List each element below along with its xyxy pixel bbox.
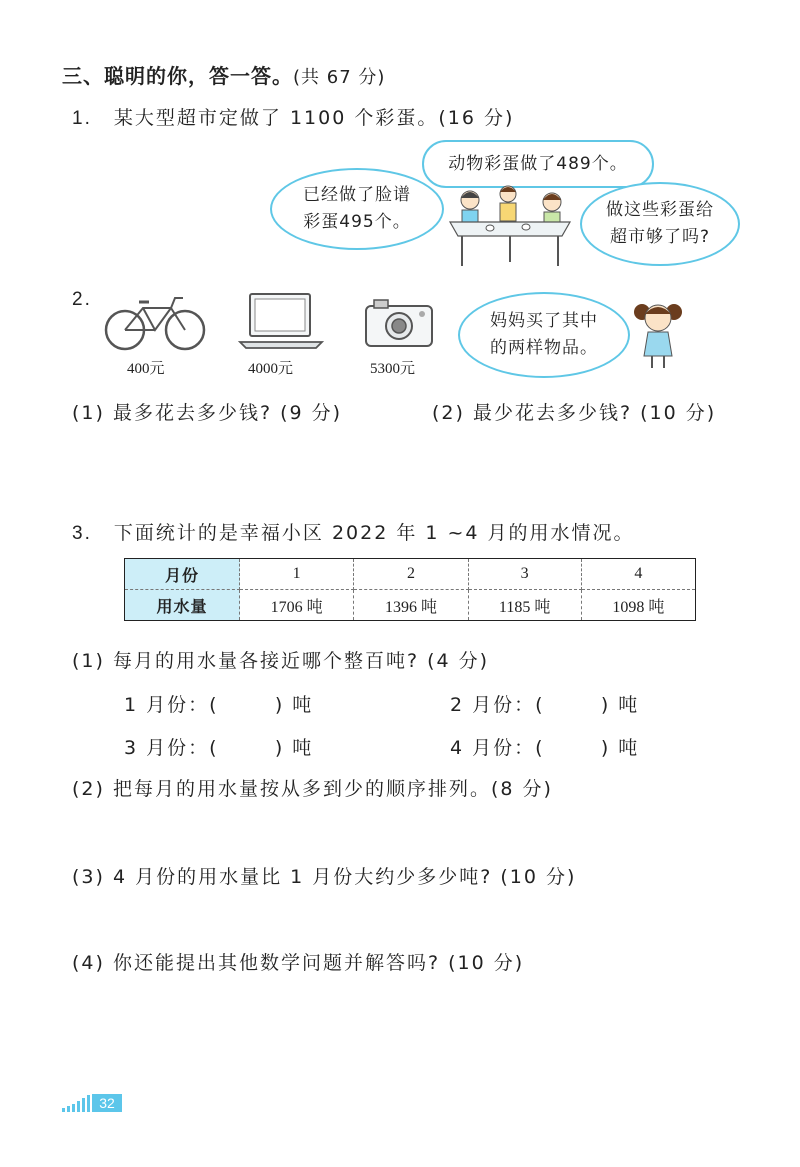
bicycle-price: 400元	[127, 361, 165, 377]
camera-price: 5300元	[370, 361, 416, 377]
section-title	[62, 60, 385, 89]
question-3-sub-4: (4) 你还能提出其他数学问题并解答吗? (10 分)	[72, 952, 525, 974]
water-usage-table	[124, 558, 696, 621]
question-1-number: 1.	[72, 108, 92, 129]
question-3-sub-1: (1) 每月的用水量各接近哪个整百吨? (4 分)	[72, 650, 490, 672]
question-2-number: 2.	[72, 289, 92, 310]
question-1-text: 某大型超市定做了 1100 个彩蛋。(16 分)	[113, 107, 515, 129]
table-cell: 3	[468, 559, 581, 590]
laptop-icon	[238, 290, 324, 354]
question-2-sub-1: (1) 最多花去多少钱? (9 分)	[72, 402, 343, 424]
table-cell: 1	[240, 559, 354, 590]
question-3-sub-2: (2) 把每月的用水量按从多到少的顺序排列。(8 分)	[72, 778, 553, 800]
speech-bubble-left: 已经做了脸谱 彩蛋495个。	[270, 168, 444, 250]
section-title-text: 三、聪明的你，答一答。	[62, 64, 293, 88]
table-cell: 1396 吨	[354, 590, 468, 621]
question-1	[72, 103, 514, 130]
table-cell: 1098 吨	[581, 590, 695, 621]
table-cell: 2	[354, 559, 468, 590]
girl-illustration	[632, 298, 684, 370]
speech-bubble-right: 做这些彩蛋给 超市够了吗?	[580, 182, 740, 266]
table-header-month: 月份	[125, 559, 240, 590]
page-bars-icon	[60, 1094, 92, 1112]
table-cell: 1185 吨	[468, 590, 581, 621]
question-2	[72, 288, 92, 311]
children-at-table-illustration	[440, 180, 580, 270]
speech-bubble-top: 动物彩蛋做了489个。	[422, 140, 654, 188]
table-row	[125, 559, 696, 590]
page-number: 32	[92, 1094, 122, 1112]
laptop-price: 4000元	[248, 361, 294, 377]
camera-icon	[364, 298, 434, 348]
blank-month-3: 3 月份：( ) 吨	[124, 737, 314, 759]
question-2-sub-2: (2) 最少花去多少钱? (10 分)	[432, 402, 717, 424]
table-header-usage: 用水量	[125, 590, 240, 621]
table-cell: 1706 吨	[240, 590, 354, 621]
blank-month-2: 2 月份：( ) 吨	[450, 694, 640, 716]
blank-month-4: 4 月份：( ) 吨	[450, 737, 640, 759]
question-3-sub-3: (3) 4 月份的用水量比 1 月份大约少多少吨? (10 分)	[72, 866, 577, 888]
question-3	[72, 518, 635, 545]
speech-bubble-mom: 妈妈买了其中 的两样物品。	[458, 292, 630, 378]
question-3-number: 3.	[72, 523, 92, 544]
question-3-text: 下面统计的是幸福小区 2022 年 1 ~4 月的用水情况。	[113, 522, 635, 544]
section-points: (共 67 分)	[293, 67, 386, 88]
table-cell: 4	[581, 559, 695, 590]
table-row	[125, 590, 696, 621]
bicycle-icon	[103, 292, 207, 354]
blank-month-1: 1 月份：( ) 吨	[124, 694, 314, 716]
